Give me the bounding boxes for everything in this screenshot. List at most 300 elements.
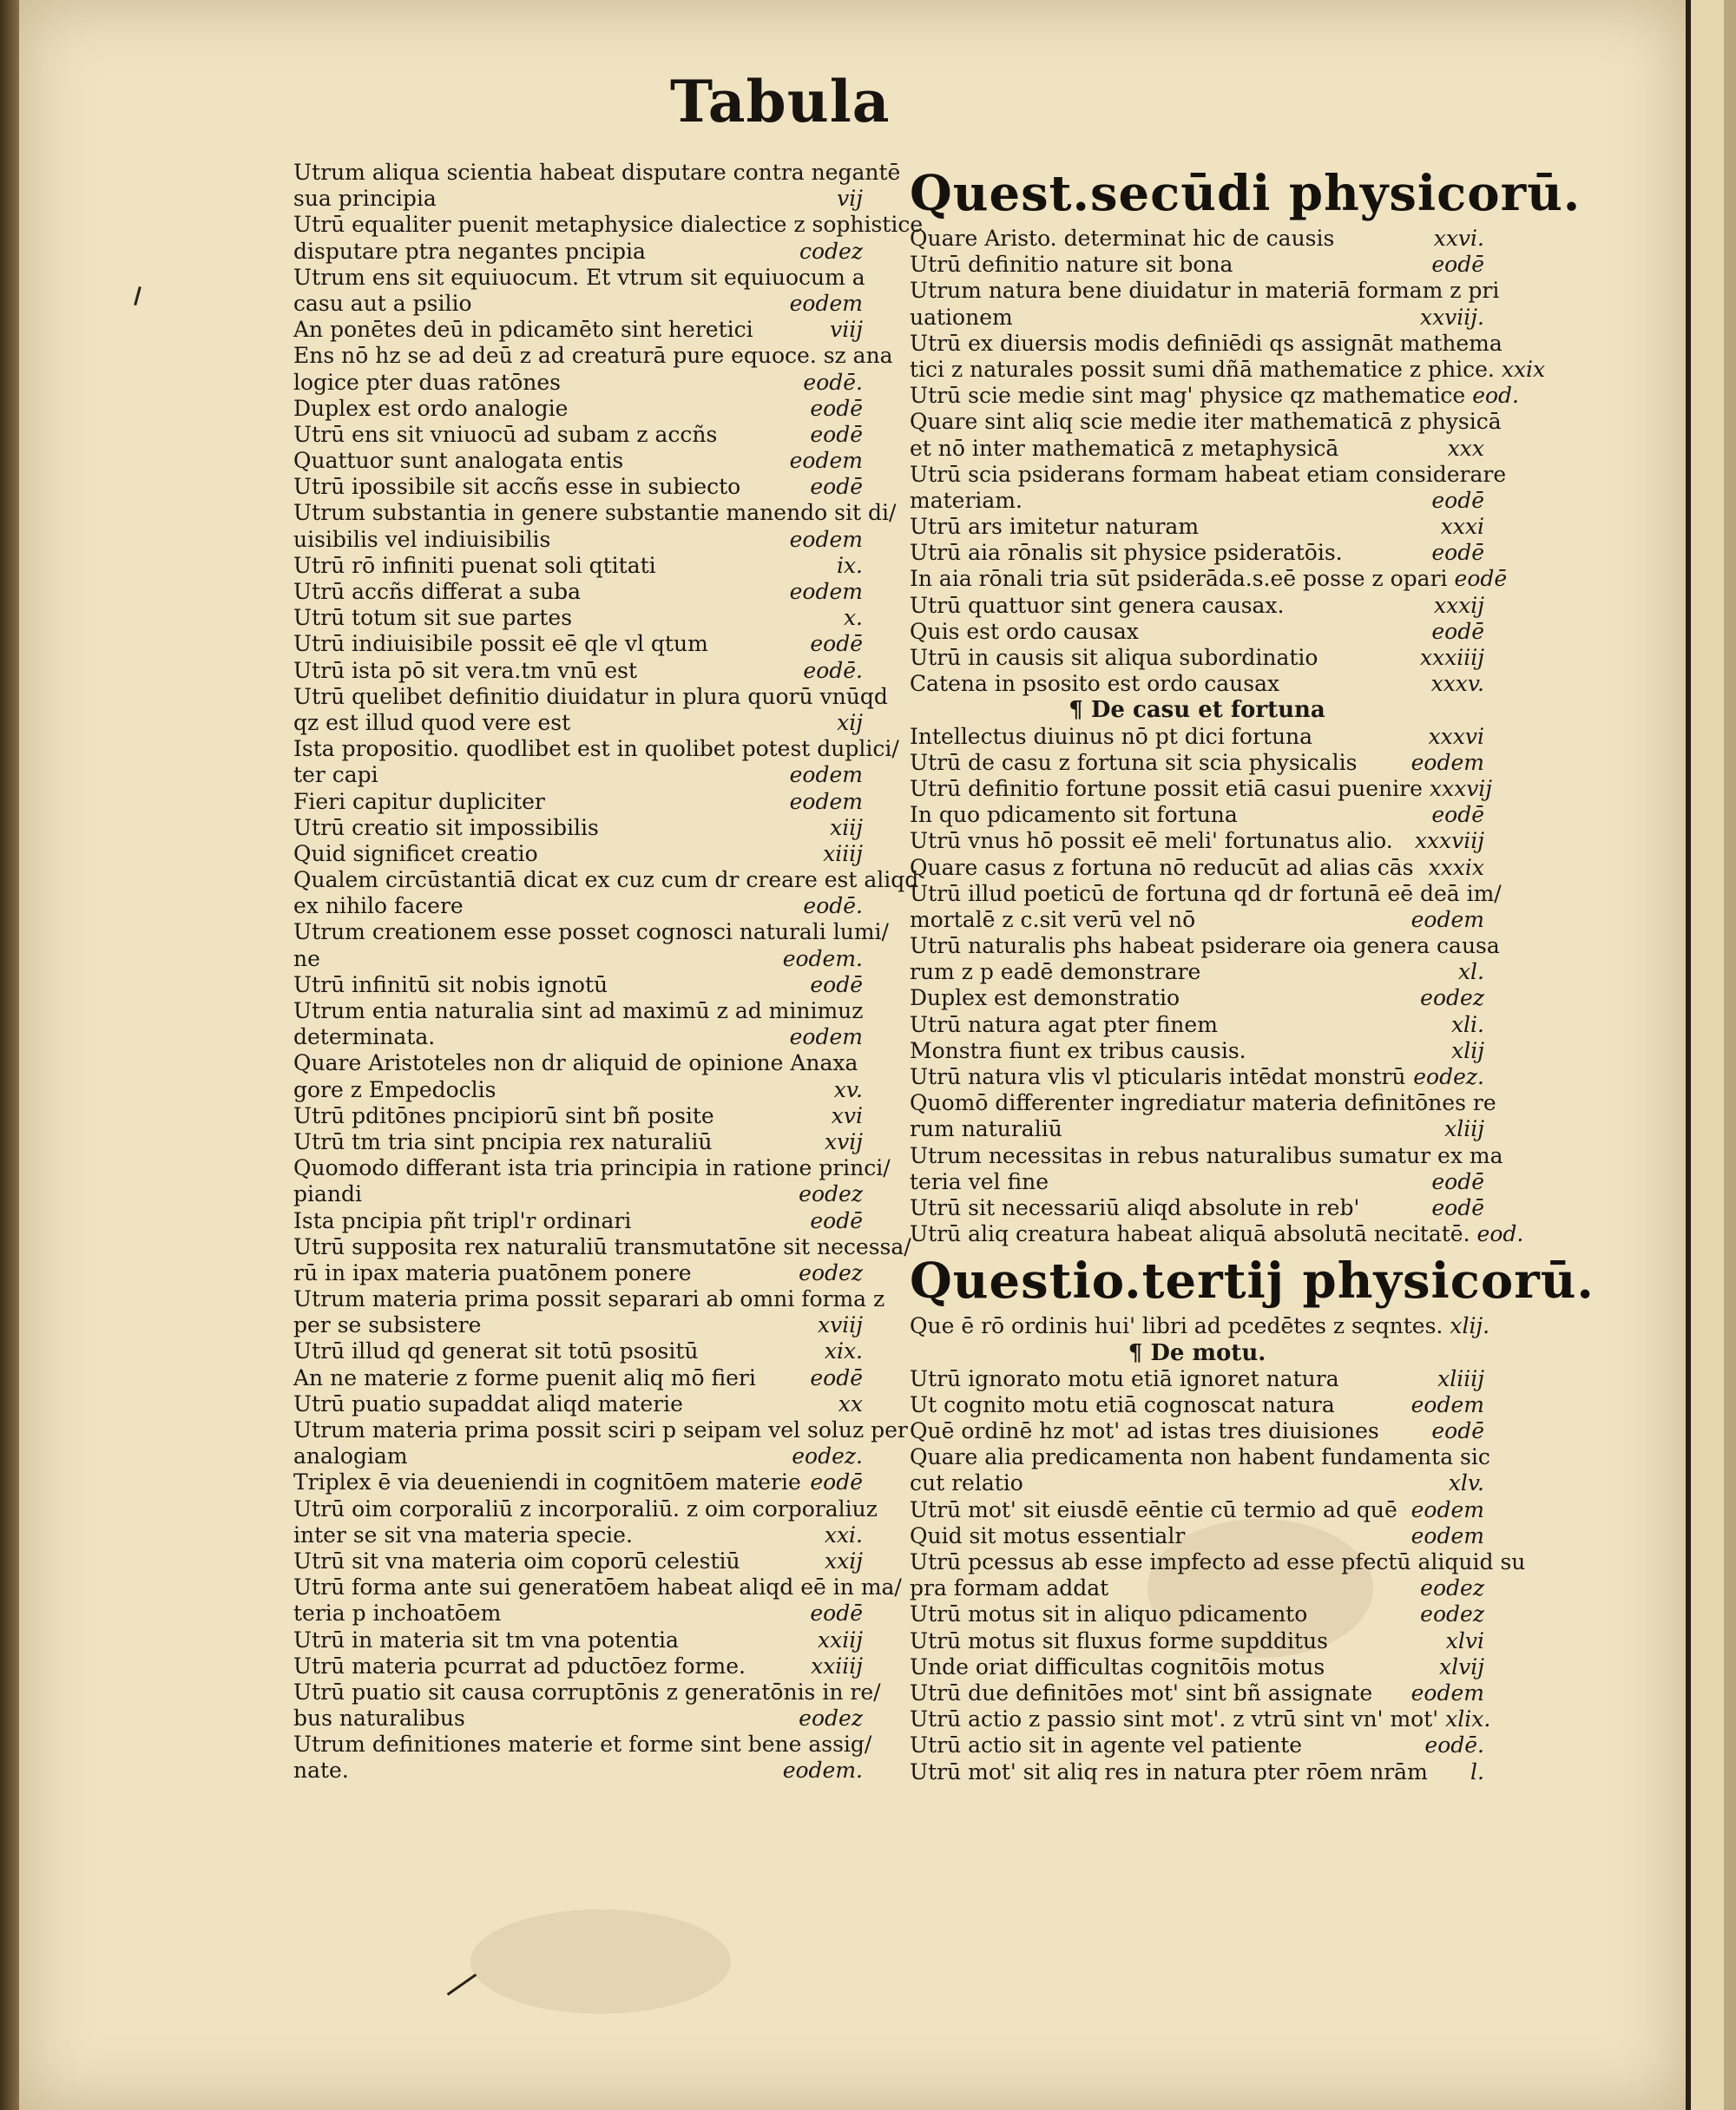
entry-text: Utrū illud poeticū de fortuna qd dr fortunā eē deā im/ [910,880,1502,906]
entry-folio [1499,278,1506,304]
table-row [910,724,1484,750]
table-row [293,212,924,238]
entry-text: Utrū supposita rex naturaliū transmutatōne sit necessa/ [293,1233,911,1259]
entry-folio: eodez [799,1706,863,1732]
entry-text: rū in ipax materia puatōnem ponere [293,1259,692,1285]
table-row [293,683,888,710]
entry-folio [1496,1090,1503,1116]
table-row [910,1012,1484,1038]
entry-text: Utrū indiuisibile possit eē qle vl qtum [293,631,708,657]
table-row [293,1391,863,1417]
entry-text: casu aut a psilio [293,290,472,316]
table-row [293,658,863,684]
entry-text: Quare Aristo. determinat hic de causis [910,226,1335,251]
section-motu-entries [910,1365,1526,1785]
entry-folio [1506,462,1513,488]
entry-text: Quomodo differant ista tria principia in ratione princi/ [293,1155,891,1181]
entry-folio: xxxvij [1429,775,1493,801]
entry-folio: eodē [1431,1418,1484,1444]
table-row [910,880,1502,907]
table-row [293,1627,863,1653]
entry-text: Utrū oim corporaliū z incorporaliū. z oim corporaliuz [293,1495,878,1522]
entry-folio: eodē. [803,893,863,919]
entry-folio: xxiij [818,1627,863,1653]
entry-folio: eodem [789,762,863,788]
entry-folio: eodē [810,421,863,447]
table-row [293,1732,872,1758]
entry-text: rum z p eadē demonstrare [910,959,1201,985]
table-row [910,1064,1484,1090]
entry-text: Utrum creationem esse posset cognosci naturali lumi/ [293,919,889,945]
entry-text: Utrū illud qd generat sit totū psositū [293,1338,699,1364]
entry-text: gore z Empedoclis [293,1076,496,1102]
table-row [293,1548,863,1574]
table-row [293,396,863,422]
table-row [910,305,1484,331]
entry-text: Ista pncipia pñt tripl'r ordinari [293,1207,632,1233]
table-row [910,1601,1484,1627]
entry-text: Utrum substantia in genere substantie manendo sit di/ [293,500,897,526]
entry-folio [1490,1444,1497,1470]
table-row [910,1680,1484,1706]
table-row [293,1233,911,1260]
entry-text: Utrum definitiones materie et forme sint bene assig/ [293,1732,872,1758]
entry-text: mortalē z c.sit verū vel nō [910,906,1196,932]
table-row [293,867,919,893]
table-row [910,278,1500,304]
table-row [293,1365,863,1391]
entry-text: Utrū ars imitetur naturam [910,514,1200,540]
entry-folio: eod. [1476,1221,1524,1247]
entry-folio: eodez [1420,985,1484,1011]
entry-folio: eodē [1431,487,1484,513]
entry-text: Quare sint aliq scie medie iter mathematicā z physicā [910,409,1502,435]
table-row [910,226,1484,252]
entry-folio: eodē [810,1469,863,1495]
entry-text: Utrū motus sit in aliquo pdicamento [910,1601,1308,1627]
entry-text: Duplex est demonstratio [910,985,1180,1011]
table-row [910,409,1502,435]
entry-text: Utrū totum sit sue partes [293,605,573,631]
entry-text: et nō inter mathematicā z metaphysicā [910,435,1339,461]
entry-text: Utrum ens sit equiuocum. Et vtrum sit equiuocum a [293,264,865,290]
entry-folio: xv. [833,1076,863,1102]
table-row [910,828,1484,854]
entry-folio: eodez [799,1259,863,1285]
entry-text: Utrū de casu z fortuna sit scia physicalis [910,749,1358,775]
section-title-tertij: Questio.tertij physicorū. [910,1252,1595,1311]
entry-folio: eodē [1431,1168,1484,1194]
entry-folio: xl. [1457,959,1484,985]
entry-folio [884,1286,891,1312]
table-row [293,815,863,841]
table-row [293,998,863,1024]
entry-folio: xx [838,1390,863,1417]
entry-folio [1503,1143,1509,1169]
entry-text: Utrū puatio supaddat aliqd materie [293,1390,683,1417]
entry-text: Catena in psosito est ordo causax [910,671,1280,697]
table-row [910,383,1519,409]
entry-text: piandi [293,1181,363,1207]
entry-folio: eodē [1431,1194,1484,1220]
entry-text: Qualem circūstantiā dicat ex cuz cum dr creare est aliqd [293,867,919,893]
entry-folio: eodem [1410,1391,1484,1417]
entry-text: Utrū ens sit vniuocū ad subam z accñs [293,421,718,447]
entry-text: materiam. [910,487,1023,513]
entry-text: cut relatio [910,1470,1023,1496]
table-row [910,1038,1484,1064]
entry-text: An ne materie z forme puenit aliq mō fieri [293,1364,756,1390]
entry-text: Utrū definitio nature sit bona [910,252,1233,278]
table-row [293,265,863,291]
table-row [910,619,1484,645]
entry-text: Utrū ipossibile sit accñs esse in subiecto [293,474,741,500]
entry-text: Utrū creatio sit impossibilis [293,814,599,840]
table-row [293,1522,863,1548]
entry-folio: eodē [810,1601,863,1627]
entry-folio: xxxvi [1428,723,1484,749]
ink-mark [134,286,141,306]
table-row [293,1103,863,1129]
entry-text: Utrū in materia sit tm vna potentia [293,1627,679,1653]
table-row [293,1129,863,1155]
right-column [910,160,1595,1785]
table-row [293,893,863,919]
table-row [910,1366,1484,1392]
entry-folio: xxxiiij [1419,645,1484,670]
entry-text: uationem [910,304,1013,330]
entry-text: Utrū mot' sit aliq res in natura pter rōem nrām [910,1758,1428,1785]
table-row [293,1706,863,1732]
entry-folio: eodez [1420,1575,1484,1601]
table-row [293,1495,878,1522]
entry-text: qz est illud quod vere est [293,709,571,735]
entry-folio: xxxix [1428,854,1484,880]
table-row [293,1653,863,1679]
table-row [910,1759,1484,1785]
entry-text: Quē ordinē hz mot' ad istas tres diuisiones [910,1418,1379,1444]
entry-text: Utrum aliqua scientia habeat disputare contra negantē [293,160,901,185]
entry-text: teria p inchoatōem [293,1601,502,1627]
entry-text: Utrum entia naturalia sint ad maximū z ad minimuz [293,998,864,1023]
table-row [910,461,1507,488]
table-row [293,1679,881,1706]
entry-folio: xxxv. [1430,671,1484,697]
entry-folio: eodem. [782,1758,863,1784]
table-row [910,1654,1484,1680]
entry-text: Utrū aia rōnalis sit physice psideratōis. [910,540,1343,566]
entry-folio [888,684,895,710]
table-row [910,1169,1484,1195]
entry-folio: eodē [1454,566,1508,592]
entry-text: Utrū due definitōes mot' sint bñ assignate [910,1679,1373,1706]
table-row [293,579,863,605]
entry-folio: eodē [1431,540,1484,566]
table-row [910,907,1484,933]
entry-folio: xxxviij [1414,828,1484,854]
table-row [293,186,863,212]
entry-folio: xxviij. [1419,304,1484,330]
table-row [910,593,1484,619]
entry-text: Fieri capitur dupliciter [293,788,545,814]
entry-folio [878,1496,884,1522]
entry-text: Utrum necessitas in rebus naturalibus sumatur ex ma [910,1142,1503,1168]
entry-folio: xlvij [1439,1653,1484,1679]
entry-text: Utrū motus sit fluxus forme supdditus [910,1627,1328,1653]
entry-folio: xiij [830,814,863,840]
entry-folio: vij [837,186,863,212]
entry-text: Quid significet creatio [293,840,538,866]
entry-text: Utrū definitio fortune possit etiā casui puenire [910,775,1423,801]
subheading-de-motu: ¶ De motu. [1128,1339,1266,1366]
entry-text: Quare alia predicamenta non habent fundamenta sic [910,1444,1490,1470]
entry-text: Ut cognito motu etiā cognoscat natura [910,1391,1335,1417]
table-row [293,1260,863,1286]
table-row [910,1313,1490,1339]
entry-folio: eodē [810,1364,863,1390]
table-row [293,605,863,631]
table-row [910,775,1493,802]
entry-text: Quid sit motus essentialr [910,1522,1186,1548]
entry-folio: eodem [1410,1496,1484,1522]
table-row [293,317,863,343]
entry-folio: eodem. [782,945,863,971]
entry-folio: eodē [810,474,863,500]
entry-text: ter capi [293,762,378,788]
entry-folio: eodē [810,971,863,997]
table-row [910,1444,1490,1470]
table-row [293,343,893,369]
table-row [293,1312,863,1338]
entry-folio: xxix [1501,356,1546,382]
entry-folio: eodem [1410,749,1484,775]
entry-text: Utrū pcessus ab esse impfecto ad esse pfectū aliquid su [910,1549,1526,1574]
entry-text: Utrū actio z passio sint mot'. z vtrū sint vn' mot' [910,1706,1439,1732]
table-row [910,1195,1484,1221]
table-row [910,1470,1484,1496]
table-row [293,1024,863,1050]
table-row [910,855,1484,881]
entry-folio: codez [799,238,863,264]
entry-folio: eodē [810,1207,863,1233]
section-title-secundi: Quest.secūdi physicorū. [910,165,1581,222]
paper-stain [470,1910,731,2014]
ink-mark [447,1974,477,1995]
entry-folio: xiiij [823,840,863,866]
entry-folio: eod. [1472,383,1519,409]
table-row [293,422,863,448]
entry-text: Monstra fiunt ex tribus causis. [910,1037,1246,1063]
table-row [293,946,863,972]
entry-folio: xlix. [1445,1706,1491,1732]
table-row [910,1090,1496,1116]
table-row [910,671,1484,697]
entry-text: Quis est ordo causax [910,618,1139,644]
entry-folio: x. [843,605,863,631]
entry-folio: xvi [831,1102,863,1128]
entry-folio [1503,331,1509,357]
table-row [293,500,897,526]
entry-folio: xxxij [1433,592,1484,618]
entry-folio: eodem [789,448,863,474]
table-row [910,356,1546,383]
table-row [910,1575,1484,1601]
entry-text: Utrū tm tria sint pncipia rex naturaliū [293,1128,713,1154]
table-row [293,1574,902,1601]
entry-folio: xvij [825,1128,863,1154]
entry-folio: viij [830,317,863,343]
table-row [293,841,863,867]
table-row [910,985,1484,1011]
table-row [910,1221,1524,1247]
table-row [910,488,1484,514]
entry-folio: eodē [810,395,863,421]
table-row [293,239,863,265]
entry-folio [1525,1549,1532,1575]
table-row [293,1417,908,1443]
entry-folio: xlij [1451,1037,1484,1063]
entry-folio: xxvi. [1433,226,1484,251]
entry-folio: xxx [1447,435,1484,461]
entry-text: Quare casus z fortuna nō reducūt ad alias cās [910,854,1414,880]
entry-folio [891,1155,898,1181]
entry-folio [863,998,870,1024]
entry-text: In aia rōnali tria sūt psiderāda.s.eē posse z opari [910,566,1448,592]
entry-folio: xxxi [1440,514,1484,540]
table-row [293,919,889,945]
entry-text: Quare Aristoteles non dr aliquid de opinione Anaxa [293,1050,858,1076]
table-row [293,1286,885,1312]
table-row [910,933,1500,959]
table-row [293,1181,863,1207]
entry-text: Utrū scia psiderans formam habeat etiam considerare [910,461,1507,487]
entry-text: determinata. [293,1024,436,1050]
entry-text: Utrū mot' sit eiusdē eēntie cū termio ad quē [910,1496,1397,1522]
entry-text: Utrum materia prima possit separari ab omni forma z [293,1286,885,1312]
entry-folio: eodē [1431,252,1484,278]
entry-folio: eodē [1431,618,1484,644]
table-row [293,1338,863,1364]
entry-text: Quattuor sunt analogata entis [293,448,624,474]
entry-folio [900,160,907,186]
table-row [293,1208,863,1234]
entry-text: Utrū pditōnes pncipiorū sint bñ posite [293,1102,714,1128]
entry-text: Utrum natura bene diuidatur in materiā formam z pri [910,278,1500,304]
table-row [293,448,863,474]
table-row [293,160,901,186]
entry-folio: eodez. [792,1443,863,1469]
subheading-de-casu: ¶ De casu et fortuna [1069,697,1325,724]
table-row [910,1142,1503,1169]
entry-text: Utrū scie medie sint mag' physice qz mathematice [910,383,1466,409]
entry-text: inter se sit vna materia specie. [293,1522,633,1548]
entry-folio [899,736,906,762]
table-row [910,959,1484,985]
entry-folio: xxiiij [811,1653,863,1679]
entry-text: uisibilis vel indiuisibilis [293,526,551,552]
entry-folio: ix. [836,552,863,578]
entry-text: nate. [293,1758,349,1784]
entry-folio: eodē [810,631,863,657]
entry-text: Intellectus diuinus nō pt dici fortuna [910,723,1313,749]
entry-text: Utrū sit necessariū aliqd absolute in reb' [910,1194,1360,1220]
table-row [293,710,863,736]
entry-text: Utrū quelibet definitio diuidatur in plura quorū vnūqd [293,683,888,709]
entry-text: Utrū materia pcurrat ad pductōez forme. [293,1653,746,1679]
entry-text: Utrū actio sit in agente vel patiente [910,1732,1303,1758]
table-row [293,291,863,317]
table-row [910,750,1484,776]
entry-folio: xli. [1450,1011,1484,1037]
entry-text: Ens nō hz se ad deū z ad creaturā pure equoce. sz ana [293,343,893,369]
table-row [910,1706,1491,1732]
page-edge [1686,0,1736,2110]
entry-folio: eodē [1431,802,1484,828]
entry-text: Triplex ē via deueniendi in cognitōem materie [293,1469,801,1495]
table-row [293,1601,863,1627]
table-row [910,330,1503,357]
table-row [293,1077,863,1103]
entry-text: ne [293,945,320,971]
entry-text: rum naturaliū [910,1116,1062,1142]
entry-folio: xlij. [1450,1313,1490,1339]
table-row [910,436,1484,462]
table-row [910,1116,1484,1142]
entry-text: Quomō differenter ingrediatur materia definitōnes re [910,1090,1496,1116]
entry-folio [881,1679,888,1706]
entry-text: Utrū sit vna materia oim coporū celestiū [293,1548,740,1574]
entry-text: Utrū forma ante sui generatōem habeat aliqd eē in ma/ [293,1574,902,1601]
table-row [293,789,863,815]
table-row [910,1732,1484,1758]
table-row [910,802,1484,828]
table-row [293,762,863,788]
entry-folio [889,919,896,945]
entry-text: Utrū natura vlis vl pticularis intēdat monstrū [910,1064,1406,1089]
entry-text: pra formam addat [910,1575,1109,1601]
entry-folio [896,500,903,526]
table-row [910,1523,1484,1549]
page-header-title: Tabula [670,68,891,135]
entry-text: Utrū equaliter puenit metaphysice dialectice z sophistice [293,212,924,238]
entry-folio: eodem [789,1024,863,1050]
table-row [910,252,1484,278]
entry-text: analogiam [293,1443,408,1469]
entry-text: tici z naturales possit sumi dñā mathematice z phice. [910,356,1495,382]
entry-text: Utrū naturalis phs habeat psiderare oia genera causa [910,933,1500,959]
entry-folio: xliiij [1437,1365,1484,1391]
entry-folio: eodez [1420,1601,1484,1627]
table-row [293,1443,863,1469]
table-row [910,1549,1526,1575]
entry-folio: xviij [818,1312,863,1338]
entry-text: Utrū natura agat pter finem [910,1011,1218,1037]
entry-text: Utrū infinitū sit nobis ignotū [293,971,608,997]
entry-folio: eodem [1410,906,1484,932]
entry-folio: eodez [799,1181,863,1207]
entry-text: ex nihilo facere [293,893,464,919]
entry-text: Utrū ignorato motu etiā ignoret natura [910,1365,1339,1391]
entry-text: Utrū ista pō sit vera.tm vnū est [293,657,638,683]
table-row [910,1628,1484,1654]
table-row [293,736,899,762]
entry-folio: eodē. [803,657,863,683]
table-row [910,645,1484,671]
table-row [910,1418,1484,1444]
entry-folio: eodē. [803,369,863,395]
entry-text: Utrū quattuor sint genera causax. [910,592,1285,618]
table-row [910,566,1508,592]
